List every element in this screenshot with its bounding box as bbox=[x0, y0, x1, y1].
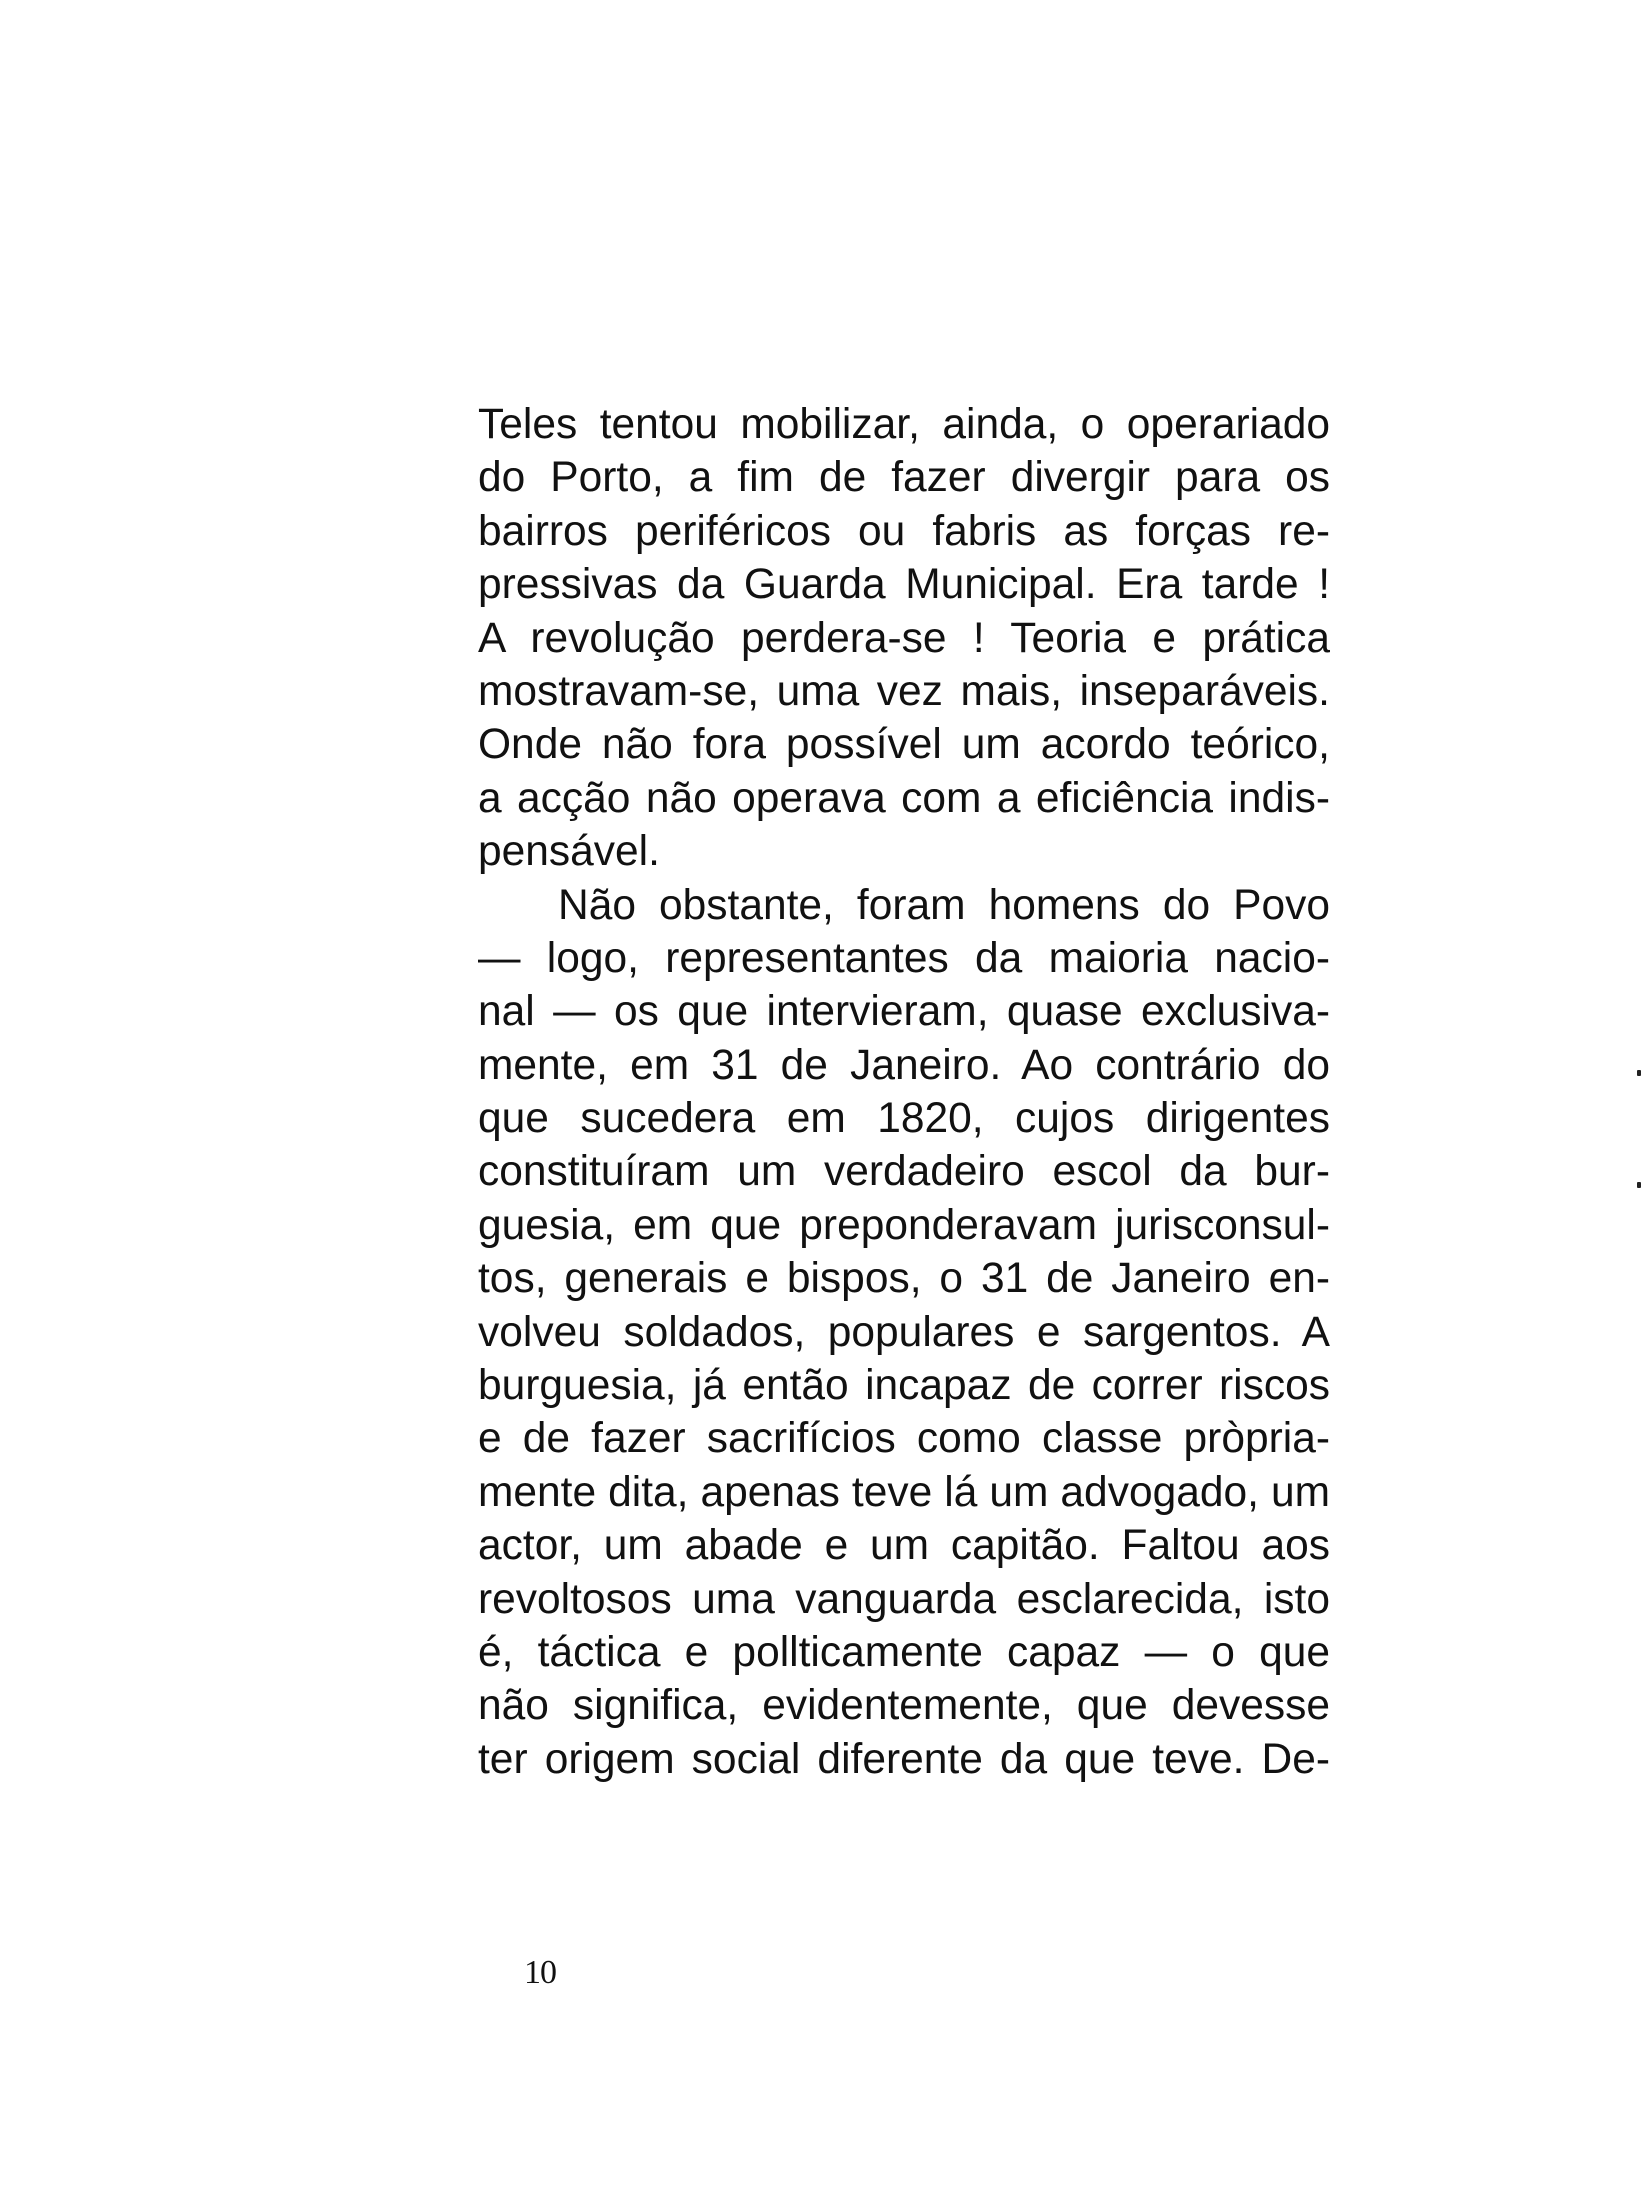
text-line: — logo, representantes da maioria nacio- bbox=[478, 934, 1330, 982]
text-line: Não obstante, foram homens do Povo bbox=[558, 881, 1330, 929]
page-number: 10 bbox=[524, 1954, 556, 1991]
text-line: a acção não operava com a eficiência indis- bbox=[478, 774, 1330, 822]
text-line: burguesia, já então incapaz de correr riscos bbox=[478, 1362, 1330, 1410]
body-text bbox=[478, 398, 1330, 1786]
text-line: mente, em 31 de Janeiro. Ao contrário do bbox=[478, 1041, 1330, 1089]
text-line: constituíram um verdadeiro escol da bur- bbox=[478, 1148, 1330, 1196]
text-line: volveu soldados, populares e sargentos. A bbox=[478, 1308, 1330, 1356]
text-line: ter origem social diferente da que teve. De- bbox=[478, 1735, 1330, 1783]
text-line: pensável. bbox=[478, 828, 660, 876]
text-line: revoltosos uma vanguarda esclarecida, isto bbox=[478, 1575, 1330, 1623]
text-line: tos, generais e bispos, o 31 de Janeiro en- bbox=[478, 1255, 1330, 1303]
text-line: A revolução perdera-se ! Teoria e prática bbox=[478, 614, 1330, 662]
text-line: que sucedera em 1820, cujos dirigentes bbox=[478, 1095, 1330, 1143]
text-line: actor, um abade e um capitão. Faltou aos bbox=[478, 1522, 1330, 1570]
text-line: pressivas da Guarda Municipal. Era tarde ! bbox=[478, 561, 1330, 609]
paragraph bbox=[478, 398, 1330, 879]
text-line: guesia, em que preponderavam jurisconsul- bbox=[478, 1201, 1330, 1249]
scan-speck bbox=[1637, 1182, 1641, 1188]
text-line: mente dita, apenas teve lá um advogado, um bbox=[478, 1468, 1330, 1516]
text-line: Teles tentou mobilizar, ainda, o operariado bbox=[478, 401, 1330, 448]
text-line: nal — os que intervieram, quase exclusiva- bbox=[478, 988, 1330, 1036]
paragraph bbox=[478, 879, 1330, 1787]
text-line: é, táctica e pollticamente capaz — o que bbox=[478, 1628, 1330, 1676]
text-line: mostravam-se, uma vez mais, inseparáveis. bbox=[478, 667, 1330, 715]
scan-speck bbox=[1637, 1070, 1641, 1076]
text-line: e de fazer sacrifícios como classe pròpria- bbox=[478, 1415, 1330, 1463]
text-line: bairros periféricos ou fabris as forças re- bbox=[478, 507, 1330, 555]
text-line: Onde não fora possível um acordo teórico, bbox=[478, 721, 1330, 769]
text-line: do Porto, a fim de fazer divergir para os bbox=[478, 454, 1330, 502]
text-line: não significa, evidentemente, que devesse bbox=[478, 1682, 1330, 1730]
